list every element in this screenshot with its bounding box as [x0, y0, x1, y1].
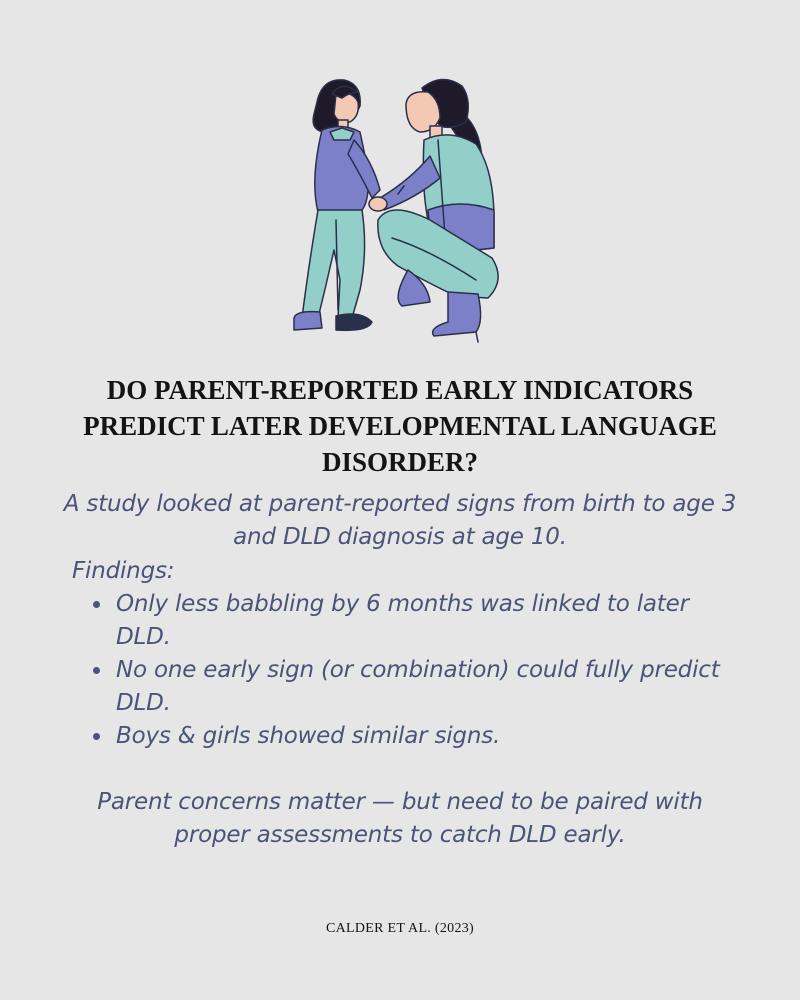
list-item — [90, 654, 730, 720]
findings-label: Findings: — [72, 558, 175, 584]
study-summary: A study looked at parent-reported signs from birth to age 3 and DLD diagnosis at age 10. — [63, 491, 737, 550]
bullet-icon — [93, 733, 100, 740]
list-item — [90, 588, 730, 654]
citation: CALDER ET AL. (2023) — [325, 921, 475, 936]
findings-list — [90, 588, 730, 753]
page-title: DO PARENT-REPORTED EARLY INDICATORS PREDICT LATER DEVELOPMENTAL LANGUAGE DISORDER? — [83, 375, 717, 477]
finding-text: Boys & girls showed similar signs. — [116, 723, 501, 749]
bullet-icon — [93, 667, 100, 674]
finding-text: No one early sign (or combination) could fully predict DLD. — [116, 657, 720, 716]
parent-figure — [369, 79, 498, 342]
conclusion-text: Parent concerns matter — but need to be paired with proper assessments to catch DLD early. — [97, 789, 703, 848]
child-figure — [294, 80, 380, 331]
finding-text: Only less babbling by 6 months was linked to later DLD. — [116, 591, 689, 650]
bullet-icon — [93, 601, 100, 608]
parent-and-child-illustration — [280, 70, 520, 350]
list-item — [90, 720, 730, 753]
